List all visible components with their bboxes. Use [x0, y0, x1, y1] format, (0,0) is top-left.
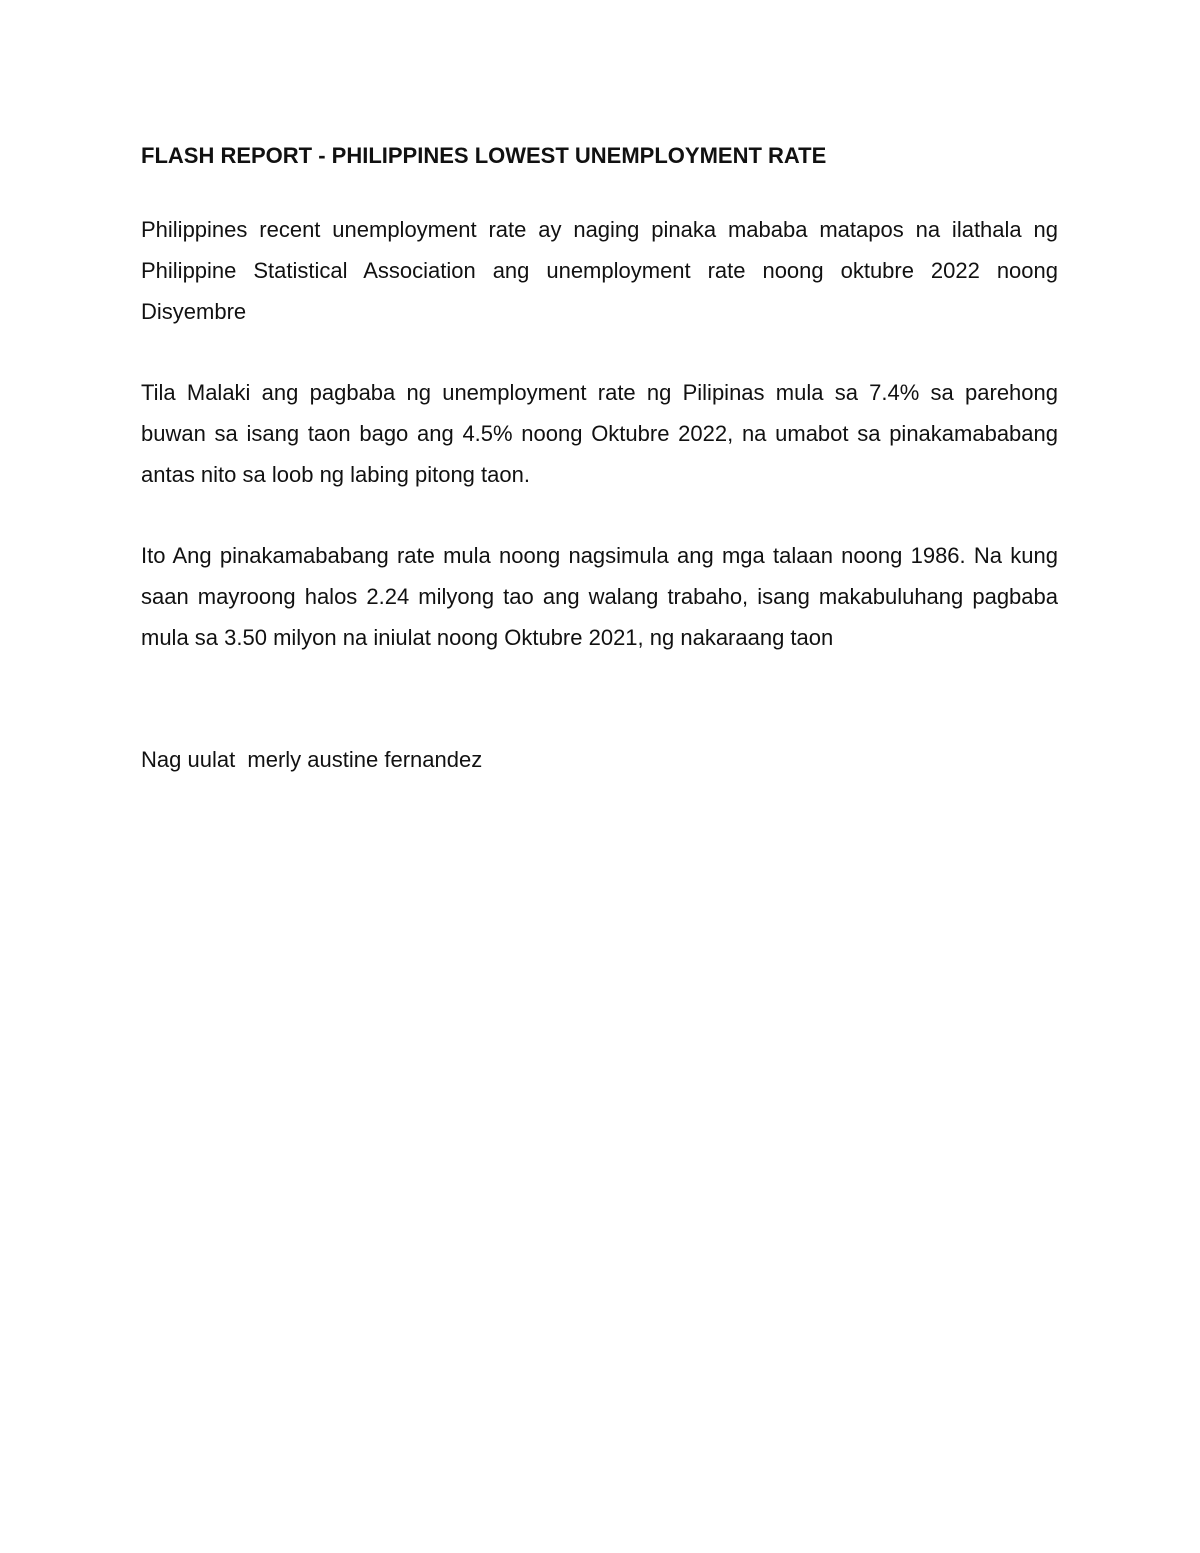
report-title: FLASH REPORT - PHILIPPINES LOWEST UNEMPLOYMENT RATE [141, 143, 827, 168]
paragraph-record-low: Ito Ang pinakamababang rate mula noong nagsimula ang mga talaan noong 1986. Na kung saan mayroong halos 2.24 milyong tao ang walang trabaho, isang makabuluhang pagbaba mula sa 3.50 milyon na iniulat noong Oktubre 2021, ng nakaraang taon [141, 543, 1058, 650]
reporter-line: Nag uulat merly austine fernandez [141, 747, 483, 772]
document-body [141, 141, 1058, 780]
paragraph-rate-drop: Tila Malaki ang pagbaba ng unemployment rate ng Pilipinas mula sa 7.4% sa parehong buwan sa isang taon bago ang 4.5% noong Oktubre 2022, na umabot sa pinakamababang antas nito sa loob ng labing pitong taon. [141, 380, 1058, 487]
paragraph-intro: Philippines recent unemployment rate ay naging pinaka mababa matapos na ilathala ng Philippine Statistical Association ang unemployment rate noong oktubre 2022 noong Disyembre [141, 217, 1058, 324]
